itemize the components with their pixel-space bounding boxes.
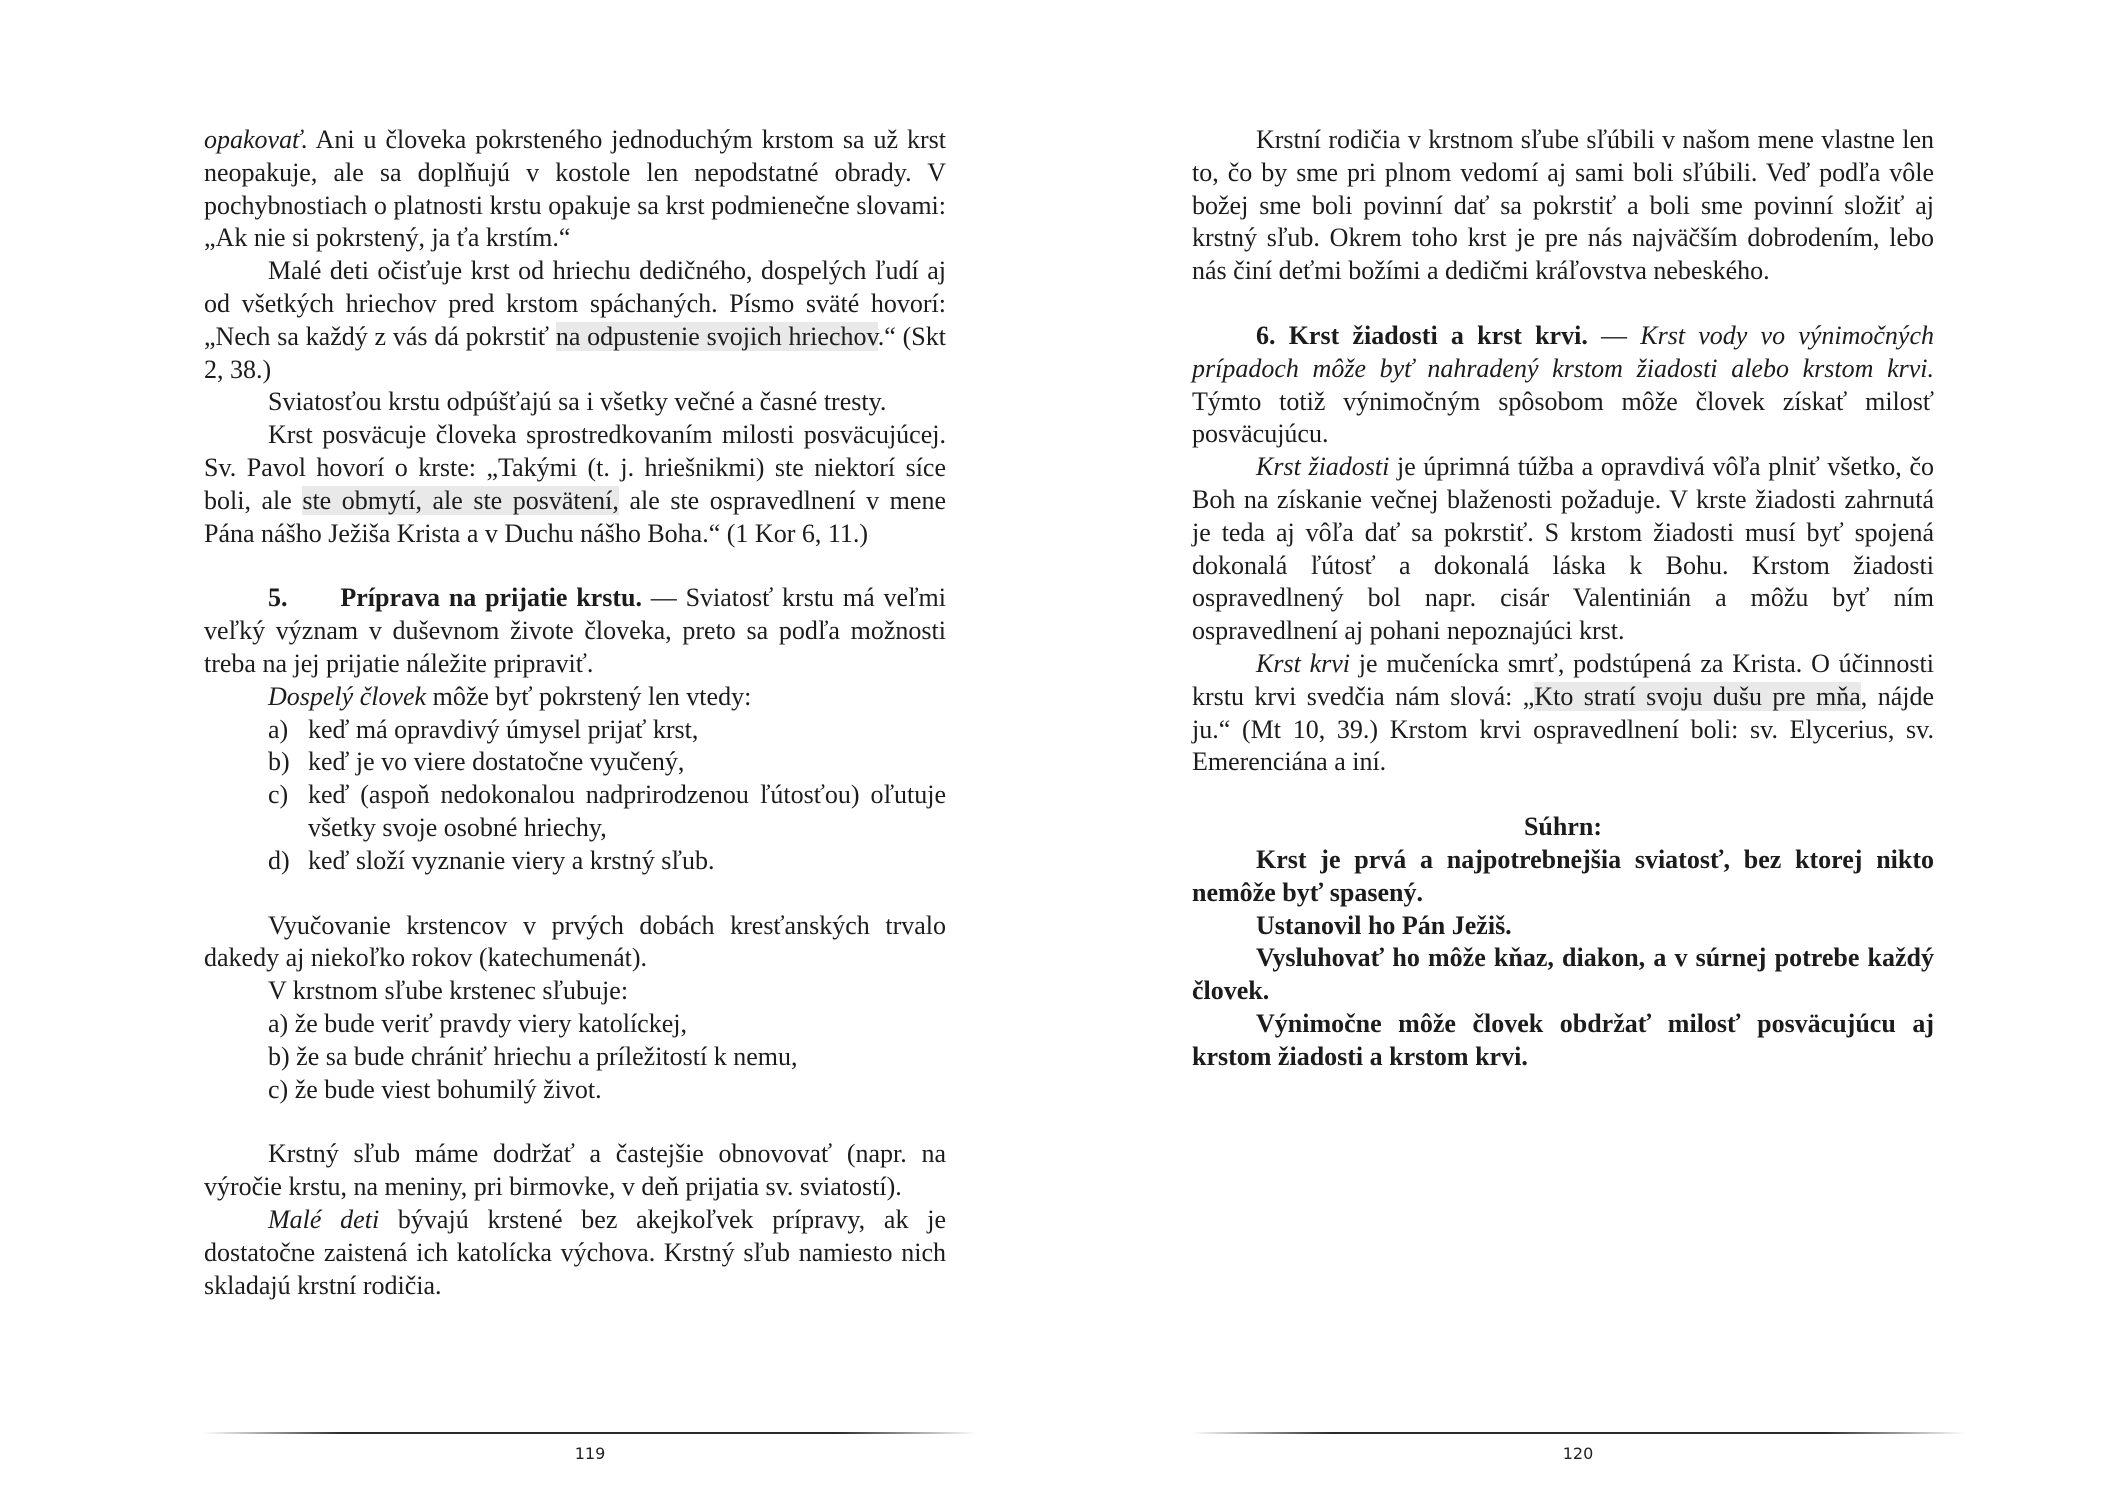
highlighted-text: Kto stratí svoju dušu pre mňa	[1534, 681, 1861, 711]
page-number: 120	[1562, 1444, 1594, 1463]
vow-list	[204, 1008, 946, 1106]
paragraph-baptism-desire: Krst žiadosti je úprimná túžba a opravdivá vôľa plniť všetko, čo Boh na získanie večnej blaženosti požaduje. V krste žiadosti zahrnutá je teda aj vôľa dať sa pokrstiť. S krstom žiadosti musí byť spojená dokonalá ľútosť a dokonalá láska k Bohu. Krstom žiadosti ospravedlnený bol napr. cisár Valentinián a môžu byť ním ospravedlnení aj pohani nepoznajúci krst.	[1192, 452, 1934, 646]
summary-point: Výnimočne môže človek obdržať milosť posväcujúcu aj krstom žiadosti a krstom krvi.	[1192, 1008, 1934, 1071]
italic-term: Krst krvi	[1256, 648, 1351, 678]
footer-divider	[204, 1432, 976, 1434]
paragraph-renew-vow: Krstný sľub máme dodržať a častejšie obnovovať (napr. na výročie krstu, na meniny, pri birmovke, v deň prijatia sv. sviatostí).	[204, 1139, 946, 1202]
section-title: Príprava na prijatie krstu.	[340, 583, 642, 613]
list-item: c) keď (aspoň nedokonalou nadprirodzenou ľútosťou) oľutuje všetky svoje osobné hriechy,	[268, 780, 946, 842]
paragraph-godparents: Krstní rodičia v krstnom sľube sľúbili v našom mene vlastne len to, čo by sme pri plnom vedomí aj sami boli sľúbili. Veď podľa vôle božej sme boli povinní dať sa pokrstiť a boli sme povinní složiť aj krstný sľub. Okrem toho krst je pre nás najväčším dobrodením, lebo nás činí deťmi božími a dedičmi kráľovstva nebeského.	[1192, 125, 1934, 286]
footer-divider	[1192, 1432, 1964, 1434]
list-item: b) keď je vo viere dostatočne vyučený,	[268, 747, 685, 777]
section-title: 6. Krst žiadosti a krst krvi.	[1256, 320, 1588, 350]
left-footer	[204, 1432, 976, 1462]
italic-term: Malé deti	[268, 1204, 380, 1234]
summary-title: Súhrn:	[1523, 812, 1603, 842]
italic-term: opakovať.	[204, 125, 309, 154]
italic-term: Krst žiadosti	[1256, 452, 1390, 482]
summary-point: Ustanovil ho Pán Ježiš.	[1256, 910, 1512, 940]
list-item: c) že bude viest bohumilý život.	[268, 1074, 602, 1104]
paragraph-repeat-baptism: opakovať. Ani u človeka pokrsteného jednoduchým krstom sa už krst neopakuje, ale sa doplňujú v kostole len nepodstatné obrady. V pochybnostiach o platnosti krstu opakuje sa krst podmienečne slovami: „Ak nie si pokrstený, ja ťa krstím.“	[204, 125, 946, 253]
section-heading-6: 6. Krst žiadosti a krst krvi. — Krst vody vo výnimočných prípadoch môže byť nahradený krstom žiadosti alebo krstom krvi. Týmto totiž výnimočným spôsobom môže človek získať milosť posväcujúcu.	[1192, 320, 1935, 449]
italic-term: Dospelý človek	[268, 681, 427, 711]
summary-point: Krst je prvá a najpotrebnejšia sviatosť, bez ktorej nikto nemôže byť spasený.	[1192, 844, 1934, 907]
paragraph-adult: Dospelý človek môže byť pokrstený len vtedy:	[268, 681, 752, 711]
page-number: 119	[574, 1444, 606, 1463]
paragraph-catechumenate: Vyučovanie krstencov v prvých dobách kresťanských trvalo dakedy aj niekoľko rokov (katechumenát).	[204, 910, 946, 973]
paragraph-punishments: Sviatosťou krstu odpúšťajú sa i všetky večné a časné tresty.	[268, 387, 887, 417]
list-item: b) že sa bude chrániť hriechu a príležitostí k nemu,	[268, 1041, 798, 1071]
paragraph-baptism-blood: Krst krvi je mučenícka smrť, podstúpená za Krista. O účinnosti krstu krvi svedčia nám slová: „Kto stratí svoju dušu pre mňa, nájde ju.“ (Mt 10, 39.) Krstom krvi ospravedlnení boli: sv. Elycerius, sv. Emerenciána a iní.	[1192, 648, 1934, 777]
section-number: 5.	[268, 583, 288, 613]
highlighted-text: ste obmytí, ale ste posvätení,	[302, 485, 619, 515]
right-footer	[1192, 1432, 1964, 1462]
paragraph-sanctifying-grace: Krst posväcuje človeka sprostredkovaním milosti posväcujúcej. Sv. Pavol hovorí o krste: „Takými (t. j. hriešnikmi) ste niektorí síce boli, ale ste obmytí, ale ste posvätení, ale ste ospravedlnení v mene Pána nášho Ježiša Krista a v Duchu nášho Boha.“ (1 Kor 6, 11.)	[204, 420, 946, 548]
section-heading-5: 5. Príprava na prijatie krstu. — Sviatosť krstu má veľmi veľký význam v duševnom živote človeka, preto sa podľa možnosti treba na jej prijatie náležite pripraviť.	[204, 583, 946, 678]
paragraph-children-cleansing: Malé deti očisťuje krst od hriechu dedičného, dospelých ľudí aj od všetkých hriechov pred krstom spáchaných. Písmo sväté hovorí: „Nech sa každý z vás dá pokrstiť na odpustenie svojich hriechov.“ (Skt 2, 38.)	[204, 256, 946, 384]
left-page	[204, 124, 946, 1302]
list-item: a) keď má opravdivý úmysel prijať krst,	[268, 714, 699, 744]
list-item: d) keď složí vyznanie viery a krstný sľub.	[268, 845, 715, 875]
right-page	[1192, 124, 1934, 1074]
highlighted-text: na odpustenie svojich hriechov	[555, 321, 878, 351]
paragraph-infants: Malé deti bývajú krstené bez akejkoľvek prípravy, ak je dostatočne zaistená ich katolícka výchova. Krstný sľub namiesto nich skladajú krstní rodičia.	[204, 1204, 946, 1300]
paragraph-vow-intro: V krstnom sľube krstenec sľubuje:	[268, 976, 629, 1006]
list-item: a) že bude veriť pravdy viery katolíckej,	[268, 1008, 687, 1038]
summary-point: Vysluhovať ho môže kňaz, diakon, a v súrnej potrebe každý človek.	[1192, 943, 1934, 1006]
conditions-list	[268, 714, 946, 878]
